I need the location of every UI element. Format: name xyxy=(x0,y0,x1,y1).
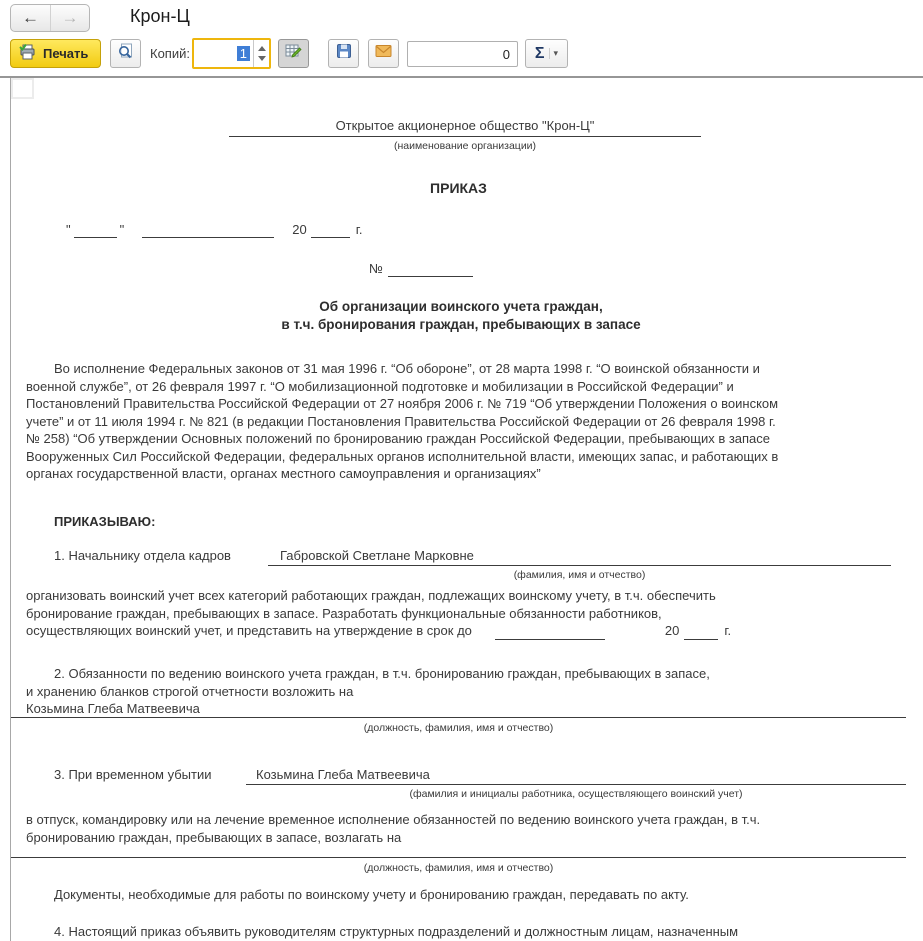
subject-line-1: Об организации воинского учета граждан, xyxy=(319,299,603,314)
item1-name: Габровской Светлане Марковне xyxy=(268,548,891,566)
number-blank xyxy=(388,261,473,277)
date-open-quote: " xyxy=(66,222,71,237)
copies-label: Копий: xyxy=(150,46,190,61)
window-title: Крон-Ц xyxy=(130,6,190,26)
item4-text: 4. Настоящий приказ объявить руководителям структурных подразделений и должностным лицам, назначенным xyxy=(54,924,739,939)
item1-caption: (фамилия, имя и отчество) xyxy=(513,569,646,581)
preamble-line: органах государственной власти, органах местного самоуправления и организациях” xyxy=(26,466,541,481)
item3-caption: (фамилия и инициалы работника, осуществляющего воинский учет) xyxy=(409,788,743,800)
preamble-line: военной службе”, от 26 февраля 1997 г. “О мобилизационной подготовке и мобилизации в Российской Федерации” и xyxy=(26,378,734,394)
table-edit-icon xyxy=(285,43,302,64)
document-page xyxy=(10,78,923,941)
autosum-button[interactable] xyxy=(525,39,568,68)
item3-text-line-2: бронированию граждан, пребывающих в запасе, возлагать на xyxy=(26,829,402,845)
sum-field[interactable] xyxy=(407,41,518,67)
item2-name: Козьмина Глеба Матвеевича xyxy=(26,701,200,716)
table-settings-button[interactable] xyxy=(278,39,309,68)
spin-up-button[interactable] xyxy=(258,46,266,51)
preview-button[interactable] xyxy=(110,39,141,68)
preamble-line: Вооруженных Сил Российской Федерации, федеральных органов исполнительной власти, имеющих запас, и работающих в xyxy=(26,448,779,464)
copies-value: 1 xyxy=(237,46,250,61)
subject-line-2: в т.ч. бронирования граждан, пребывающих в запасе xyxy=(281,317,641,332)
preamble-line: Во исполнение Федеральных законов от 31 мая 1996 г. “Об обороне”, от 28 марта 1998 г. “О воинской обязанности и xyxy=(54,361,760,376)
item1-deadline-blank xyxy=(495,625,605,640)
forward-button[interactable] xyxy=(50,5,89,31)
date-close-quote: " xyxy=(119,222,125,237)
arrow-left-icon: ← xyxy=(22,8,39,27)
item3-text xyxy=(26,811,921,846)
cell-cursor xyxy=(11,78,34,99)
email-button[interactable] xyxy=(368,39,399,68)
save-icon xyxy=(336,43,352,64)
history-nav-group xyxy=(10,4,90,32)
save-button[interactable] xyxy=(328,39,359,68)
item1-year-blank xyxy=(684,625,718,640)
date-day-blank xyxy=(74,222,117,238)
toolbar xyxy=(0,37,923,73)
item1-text-line-1: организовать воинский учет всех категорий работающих граждан, подлежащих воинскому учету, в т.ч. обеспечить xyxy=(26,588,716,603)
item1-text xyxy=(26,587,921,640)
date-line xyxy=(66,221,363,238)
spin-buttons xyxy=(254,40,269,67)
preamble-line: Постановлений Правительства Российской Федерации от 27 ноября 2006 г. № 719 “Об утверждении Положения о воинском xyxy=(26,396,779,411)
number-line xyxy=(369,260,473,277)
print-label: Печать xyxy=(43,46,89,61)
item1-label: 1. Начальнику отдела кадров xyxy=(54,548,231,563)
spin-down-button[interactable] xyxy=(258,56,266,61)
item2-text-line-1: 2. Обязанности по ведению воинского учета граждан, в т.ч. бронированию граждан, пребывающих в запасе, xyxy=(54,666,710,681)
copies-input[interactable] xyxy=(194,40,254,67)
item1-text-line-2: бронирование граждан, пребывающих в запасе. Разработать функциональные обязанности работников, xyxy=(26,605,662,621)
org-name-caption: (наименование организации) xyxy=(393,140,537,152)
item2-underline xyxy=(11,717,906,718)
item1-year-suffix: г. xyxy=(724,623,732,638)
item2-text-line-2: и хранению бланков строгой отчетности возложить на xyxy=(26,684,354,699)
order-title: ПРИКАЗ xyxy=(430,180,487,196)
number-sign: № xyxy=(369,261,383,276)
org-name-line: Открытое акционерное общество "Крон-Ц" xyxy=(229,118,701,137)
copies-spinner xyxy=(192,38,271,69)
sigma-icon: Σ xyxy=(534,44,545,62)
print-preview-icon xyxy=(117,43,134,65)
back-button[interactable] xyxy=(11,5,50,31)
subject-heading xyxy=(11,298,911,334)
item3-text-line-1: в отпуск, командировку или на лечение временное исполнение обязанностей по ведению воинского учета граждан, в т.ч. xyxy=(26,812,761,827)
item3-underline xyxy=(11,857,906,858)
preamble xyxy=(26,360,916,483)
date-year-prefix: 20 xyxy=(292,222,307,237)
chevron-down-icon: ▾ xyxy=(549,48,559,59)
item1-deadline-text: осуществляющих воинский учет, и представить на утверждение в срок до xyxy=(26,623,472,638)
printer-icon xyxy=(19,44,37,63)
arrow-right-icon: → xyxy=(61,8,79,27)
email-icon xyxy=(375,44,392,63)
item3-name: Козьмина Глеба Матвеевича xyxy=(246,767,906,785)
item1-year-prefix: 20 xyxy=(664,623,680,638)
item2-caption: (должность, фамилия, имя и отчество) xyxy=(363,722,554,734)
print-button[interactable] xyxy=(10,39,101,68)
resolve-heading: ПРИКАЗЫВАЮ: xyxy=(54,514,156,529)
date-year-suffix: г. xyxy=(355,222,363,237)
item3-label: 3. При временном убытии xyxy=(54,767,212,782)
preamble-line: № 258) “Об утверждении Основных положений по бронированию граждан Российской Федерации, пребывающих в запасе xyxy=(26,431,771,446)
docs-text: Документы, необходимые для работы по воинскому учету и бронированию граждан, передавать по акту. xyxy=(54,887,689,902)
sum-value: 0 xyxy=(502,46,510,62)
item1-text-line-3 xyxy=(26,622,921,640)
date-month-blank xyxy=(142,222,274,238)
preamble-line: учете” и от 11 июля 1994 г. № 821 (в редакции Постановления Правительства Российской Федерации от 26 февраля 1998 г. xyxy=(26,413,776,429)
item3-blank-caption: (должность, фамилия, имя и отчество) xyxy=(363,862,554,874)
date-year-blank xyxy=(311,222,350,238)
